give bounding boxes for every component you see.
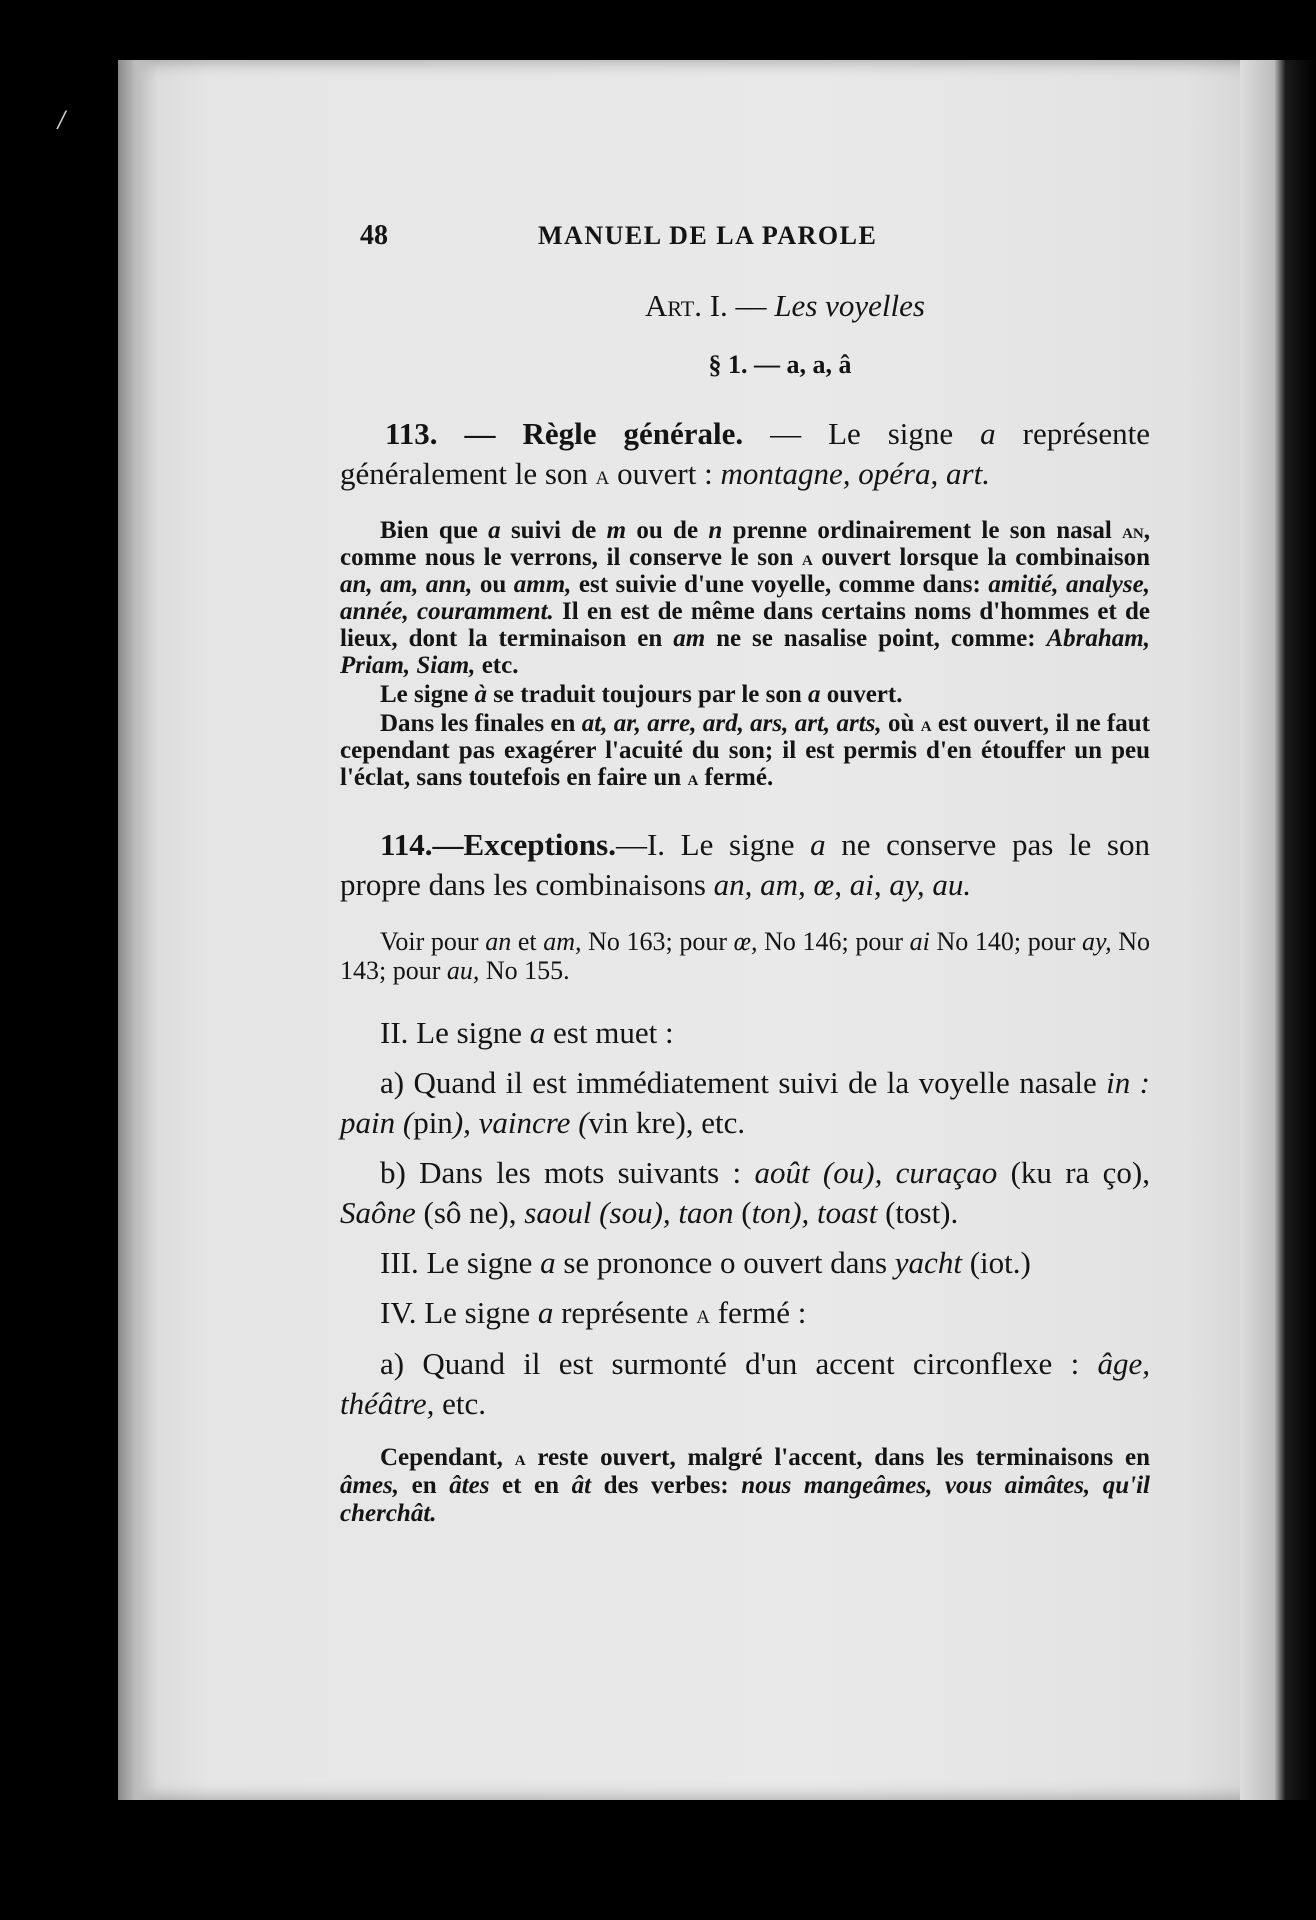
page-gutter-shadow: [118, 60, 158, 1800]
note-text: ou de: [626, 517, 709, 544]
note-block-113: [340, 517, 1150, 791]
paragraph-114-text: —I. Le signe: [615, 827, 811, 862]
rule-text: (tost).: [877, 1195, 959, 1230]
paragraph-113-examples: montagne, opéra, art.: [720, 456, 990, 491]
scan-stray-mark: /: [58, 108, 66, 133]
final-note: [340, 1444, 1150, 1528]
note-text: Bien que: [380, 517, 489, 544]
note-text: Il en est de même dans certains noms d'hommes et de lieux, dont la terminaison en: [340, 598, 1150, 652]
section-heading: [410, 350, 1150, 380]
note-text: est suivie d'une voyelle, comme dans:: [571, 571, 989, 598]
rule-text: pin: [413, 1105, 453, 1140]
rule-text: (ku ra ço),: [997, 1155, 1150, 1190]
note-smallcap: a: [920, 711, 932, 736]
note-text: fermé.: [698, 764, 774, 791]
rule-IV: [340, 1293, 1150, 1334]
article-title: Les voyelles: [774, 288, 925, 323]
note-text: et en: [489, 1472, 572, 1499]
rule-text: (sô ne),: [415, 1195, 525, 1230]
note-italic: an: [485, 927, 512, 956]
note-italic: œ,: [733, 927, 758, 956]
book-title: MANUEL DE LA PAROLE: [538, 221, 878, 250]
note-113-1: [340, 517, 1150, 679]
cross-reference-note: [340, 927, 1150, 985]
note-text: Voir pour: [380, 927, 486, 956]
note-italic: am,: [543, 927, 582, 956]
rule-italic: âge, théâtre,: [340, 1346, 1150, 1421]
rule-italic: a: [540, 1245, 556, 1280]
paragraph-113-smallcap: a: [595, 460, 610, 490]
page-number: 48: [360, 220, 388, 251]
note-italic: âmes,: [340, 1472, 400, 1499]
rule-text: (: [733, 1195, 752, 1230]
note-italic: âtes: [449, 1472, 490, 1499]
paragraph-114: [340, 825, 1150, 905]
rule-text: etc.: [434, 1386, 487, 1421]
rule-II: [340, 1013, 1150, 1053]
paragraph-114-text: ne conserve pas le son propre dans les combinaisons: [340, 827, 1150, 902]
running-head: [360, 220, 1120, 252]
rule-text: IV. Le signe: [380, 1295, 538, 1330]
note-italic: n: [708, 517, 723, 544]
note-smallcap: a: [687, 765, 699, 790]
rule-text: vin kre), etc.: [588, 1105, 746, 1140]
article-heading: [420, 288, 1150, 324]
rule-text: a) Quand il est surmonté d'un accent circonflexe :: [380, 1346, 1098, 1381]
note-113-2: [340, 681, 1150, 708]
note-text: No 163; pour: [581, 927, 734, 956]
note-italic: Abraham, Priam, Siam,: [340, 625, 1150, 679]
note-text: Le signe: [380, 681, 475, 708]
rule-text: (iot.): [961, 1245, 1031, 1280]
note-text: etc.: [475, 652, 519, 679]
paragraph-114-heading: 114.—Exceptions.: [380, 827, 616, 862]
rule-smallcap: a: [696, 1299, 710, 1329]
rule-italic: août (ou), curaçao: [754, 1155, 998, 1190]
note-italic: ay,: [1081, 927, 1112, 956]
rule-italic: saoul (sou), taon: [524, 1195, 734, 1230]
paragraph-113-text: représente généralement le son: [340, 416, 1150, 491]
note-text: ne se nasalise point, comme:: [705, 625, 1047, 652]
note-italic: amm,: [513, 571, 572, 598]
paragraph-114-combinations: an, am, œ, ai, ay, au.: [713, 867, 972, 902]
rule-III: [340, 1243, 1150, 1283]
rule-II-a: [340, 1063, 1150, 1143]
note-113-3: [340, 710, 1150, 791]
note-text: suivi de: [500, 517, 607, 544]
rule-text: II. Le signe: [380, 1015, 530, 1050]
note-text: où: [881, 710, 921, 737]
paragraph-113-heading: 113. — Règle générale.: [385, 416, 744, 451]
paragraph-113-italic: a: [980, 416, 996, 451]
note-smallcap: a: [801, 545, 813, 570]
rule-italic: ), vaincre (: [452, 1105, 589, 1140]
rule-text: se prononce o ouvert dans: [555, 1245, 895, 1280]
note-italic: m: [606, 517, 627, 544]
note-text: se traduit toujours par le son: [486, 681, 809, 708]
note-text: No 155.: [479, 956, 570, 985]
page-text-block: [340, 220, 1150, 1528]
note-text: reste ouvert, malgré l'accent, dans les terminaisons en: [525, 1444, 1151, 1471]
note-italic: am: [673, 625, 706, 652]
note-text: ouvert lorsque la combinaison: [812, 544, 1150, 571]
note-text: prenne ordinairement le son nasal: [722, 517, 1123, 544]
paragraph-113: [340, 414, 1150, 495]
note-text: Dans les finales en: [380, 710, 582, 737]
rule-text: III. Le signe: [380, 1245, 541, 1280]
paragraph-113-text: — Le signe: [743, 416, 981, 451]
rule-II-b: [340, 1153, 1150, 1233]
note-text: est ouvert, il ne faut cependant pas exagérer l'acuité du son; il est permis d'en étouffer un peu l'éclat, sans toutefois en faire un: [340, 710, 1150, 791]
note-text: des verbes:: [591, 1472, 742, 1499]
paragraph-114-italic: a: [810, 827, 826, 862]
note-italic: nous mangeâmes, vous aimâtes, qu'il cherchât.: [340, 1472, 1150, 1527]
note-text: , comme nous le verrons, il conserve le son: [340, 517, 1150, 571]
article-label: Art. I. —: [645, 288, 767, 323]
note-italic: ât: [571, 1472, 592, 1499]
note-italic: amitié, analyse, année, couramment.: [340, 571, 1150, 625]
note-text: No 143; pour: [340, 927, 1150, 985]
note-text: et: [511, 927, 544, 956]
rule-italic: yacht: [894, 1245, 962, 1280]
note-text: No 140; pour: [929, 927, 1082, 956]
rule-text: est muet :: [545, 1015, 674, 1050]
rule-text: fermé :: [709, 1295, 807, 1330]
note-italic: au,: [446, 956, 480, 985]
note-smallcap: an: [1122, 518, 1144, 543]
note-text: en: [399, 1472, 450, 1499]
note-text: ou: [472, 571, 514, 598]
rule-IV-a: [340, 1344, 1150, 1424]
rule-text: b) Dans les mots suivants :: [380, 1155, 755, 1190]
section-heading-text: § 1. — a, a, â: [708, 350, 852, 379]
note-text: No 146; pour: [757, 927, 910, 956]
rule-italic: ton), toast: [751, 1195, 878, 1230]
rule-text: a) Quand il est immédiatement suivi de la voyelle nasale: [380, 1065, 1107, 1100]
note-italic: ai: [909, 927, 930, 956]
rule-italic: in : pain (: [340, 1065, 1151, 1140]
note-italic: a: [808, 681, 821, 708]
note-italic: at, ar, arre, ard, ars, art, arts,: [581, 710, 882, 737]
paragraph-113-text: ouvert :: [609, 456, 721, 491]
page-right-edge: [1240, 60, 1316, 1800]
note-italic: à: [474, 681, 487, 708]
rule-italic: a: [529, 1015, 546, 1050]
note-smallcap: a: [514, 1445, 526, 1470]
note-text: ouvert.: [820, 681, 903, 708]
note-italic: an, am, ann,: [340, 571, 473, 598]
note-italic: a: [488, 517, 501, 544]
rule-italic: a: [537, 1295, 554, 1330]
note-text: Cependant,: [380, 1444, 515, 1471]
rule-text: représente: [553, 1295, 697, 1330]
rule-italic: Saône: [340, 1195, 416, 1230]
